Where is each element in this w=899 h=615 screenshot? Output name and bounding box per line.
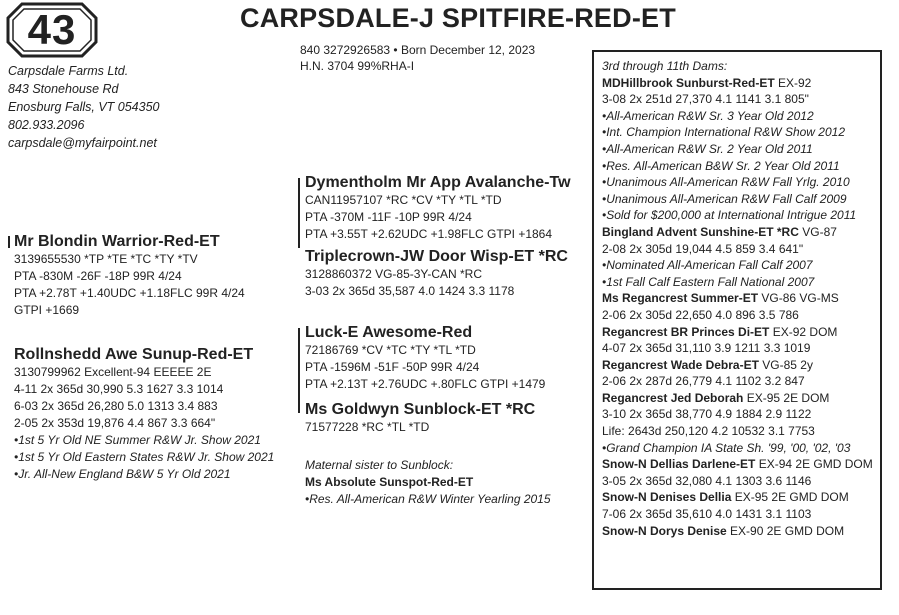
dam-bracket — [298, 328, 304, 413]
breeder-line: Enosburg Falls, VT 054350 — [8, 100, 160, 114]
breeder-line: Carpsdale Farms Ltd. — [8, 64, 129, 78]
sire-sire-line: CAN11957107 *RC *CV *TY *TL *TD — [305, 193, 502, 207]
dam-dam — [305, 400, 535, 436]
sire-sire-line: PTA -370M -11F -10P 99R 4/24 — [305, 210, 472, 224]
dam-ancestor — [602, 224, 872, 241]
dam-ancestor — [602, 489, 872, 506]
sire — [14, 232, 245, 319]
dam-ancestor-classification: EX-90 2E GMD DOM — [726, 523, 845, 538]
sire-bracket — [298, 178, 304, 248]
dam-ancestor — [602, 290, 872, 307]
dam-line: 3130799962 Excellent-94 EEEEE 2E — [14, 365, 212, 379]
dam-ancestor-classification: VG-85 2y — [758, 357, 813, 372]
dam-ancestor-achievement: •Unanimous All-American R&W Fall Yrlg. 2010 — [602, 175, 850, 190]
sire-dam-name: Triplecrown-JW Door Wisp-ET *RC — [305, 248, 568, 265]
dam-ancestor — [602, 390, 872, 407]
dam-ancestor-name: Regancrest Jed Deborah — [602, 390, 744, 405]
dam-ancestor-record: 3-05 2x 365d 32,080 4.1 1303 3.6 1146 — [602, 473, 812, 488]
maternal-sister-intro: Maternal sister to Sunblock: — [305, 458, 454, 472]
dam-record: 2-05 2x 353d 19,876 4.4 867 3.3 664" — [14, 416, 216, 430]
maternal-sister-note: •Res. All-American R&W Winter Yearling 2015 — [305, 492, 551, 506]
dam-ancestor-classification: EX-92 — [774, 75, 812, 90]
sire-sire-name: Dymentholm Mr App Avalanche-Tw — [305, 174, 571, 191]
dam-ancestor-classification: VG-86 VG-MS — [758, 291, 839, 306]
sire-dam-line: 3128860372 VG-85-3Y-CAN *RC — [305, 267, 482, 281]
dam-ancestor-name: Snow-N Denises Dellia — [602, 490, 732, 505]
dam-ancestor-record: 3-10 2x 365d 38,770 4.9 1884 2.9 1122 — [602, 407, 812, 422]
dam-ancestor-name: MDHillbrook Sunburst-Red-ET — [602, 75, 775, 90]
sire-sire-line: PTA +3.55T +2.62UDC +1.98FLC GTPI +1864 — [305, 227, 553, 241]
dam-record: 4-11 2x 365d 30,990 5.3 1627 3.3 1014 — [14, 382, 224, 396]
dam-ancestor — [602, 324, 872, 341]
dam-ancestor-achievement: •All-American R&W Sr. 3 Year Old 2012 — [602, 108, 814, 123]
sire-sire — [305, 173, 571, 243]
sire-line: 3139655530 *TP *TE *TC *TY *TV — [14, 252, 198, 266]
dam-ancestor-name: Snow-N Dorys Denise — [602, 523, 727, 538]
extended-dams-box — [592, 50, 882, 590]
page-title: CARPSDALE-J SPITFIRE-RED-ET — [240, 3, 676, 33]
dam-ancestor-classification: EX-94 2E GMD DOM — [755, 457, 873, 472]
dam-dam-line: 71577228 *RC *TL *TD — [305, 420, 430, 434]
sire-dam-line: 3-03 2x 365d 35,587 4.0 1424 3.3 1178 — [305, 284, 515, 298]
dam-ancestor-classification: EX-92 DOM — [769, 324, 838, 339]
dam-ancestor-name: Regancrest BR Princes Di-ET — [602, 324, 770, 339]
dam-ancestor-achievement: •Nominated All-American Fall Calf 2007 — [602, 258, 813, 273]
dam-sire-line: PTA +2.13T +2.76UDC +.80FLC GTPI +1479 — [305, 377, 546, 391]
dam-sire-line: 72186769 *CV *TC *TY *TL *TD — [305, 343, 476, 357]
breeder-email: carpsdale@myfairpoint.net — [8, 136, 157, 150]
sire-dam — [305, 247, 568, 300]
dam-ancestor — [602, 523, 872, 540]
dam-ancestor-achievement: •Grand Champion IA State Sh. '99, '00, '02, '03 — [602, 440, 851, 455]
breeder-line: 802.933.2096 — [8, 118, 85, 132]
dam-ancestor-record: 3-08 2x 251d 27,370 4.1 1141 3.1 805" — [602, 92, 809, 107]
sire-line: PTA -830M -26F -18P 99R 4/24 — [14, 269, 182, 283]
dam-ancestor — [602, 456, 872, 473]
dam-ancestor-record: 2-08 2x 305d 19,044 4.5 859 3.4 641" — [602, 241, 804, 256]
dam-ancestor-name: Regancrest Wade Debra-ET — [602, 357, 759, 372]
dam-name: Rollnshedd Awe Sunup-Red-ET — [14, 346, 254, 363]
dam-ancestor-name: Bingland Advent Sunshine-ET *RC — [602, 224, 799, 239]
sire-line: GTPI +1669 — [14, 303, 80, 317]
sire-line: PTA +2.78T +1.40UDC +1.18FLC 99R 4/24 — [14, 286, 245, 300]
herd-number: H.N. 3704 99%RHA-I — [300, 59, 415, 73]
dam-ancestor-achievement: •All-American R&W Sr. 2 Year Old 2011 — [602, 141, 813, 156]
dam-ancestor-name: Ms Regancrest Summer-ET — [602, 291, 759, 306]
dam-record: 6-03 2x 365d 26,280 5.0 1313 3.4 883 — [14, 399, 218, 413]
dam-achievement: •1st 5 Yr Old Eastern States R&W Jr. Show 2021 — [14, 450, 275, 464]
dam-ancestor — [602, 75, 872, 92]
dam-ancestor-record: 7-06 2x 365d 35,610 4.0 1431 3.1 1103 — [602, 507, 812, 522]
maternal-sister — [305, 457, 551, 508]
dams-header: 3rd through 11th Dams: — [602, 59, 728, 73]
dam-ancestor-achievement: •Sold for $200,000 at International Intrigue 2011 — [602, 208, 857, 223]
dam-ancestor-record: Life: 2643d 250,120 4.2 10532 3.1 7753 — [602, 424, 815, 439]
dam-sire-name: Luck-E Awesome-Red — [305, 324, 473, 341]
dam-sire — [305, 323, 545, 393]
maternal-sister-name: Ms Absolute Sunspot-Red-ET — [305, 475, 474, 489]
lot-number: 43 — [27, 6, 77, 53]
dam-ancestor-achievement: •Int. Champion International R&W Show 2012 — [602, 125, 845, 140]
subject-info — [300, 42, 535, 74]
dam-ancestor-record: 2-06 2x 305d 22,650 4.0 896 3.5 786 — [602, 307, 799, 322]
dam-ancestor-record: 4-07 2x 365d 31,110 3.9 1211 3.3 1019 — [602, 341, 811, 356]
dam-ancestor-achievement: •Res. All-American B&W Sr. 2 Year Old 2011 — [602, 158, 840, 173]
dam-achievement: •Jr. All-New England B&W 5 Yr Old 2021 — [14, 467, 231, 481]
dam-achievement: •1st 5 Yr Old NE Summer R&W Jr. Show 2021 — [14, 433, 261, 447]
sire-name: Mr Blondin Warrior-Red-ET — [14, 233, 220, 250]
dam-sire-line: PTA -1596M -51F -50P 99R 4/24 — [305, 360, 480, 374]
breeder-info — [8, 62, 159, 152]
breeder-line: 843 Stonehouse Rd — [8, 82, 119, 96]
dam-dam-name: Ms Goldwyn Sunblock-ET *RC — [305, 401, 536, 418]
dam-ancestor-achievement: •1st Fall Calf Eastern Fall National 2007 — [602, 274, 815, 289]
dam-ancestor-classification: VG-87 — [798, 224, 837, 239]
dam-ancestor-record: 2-06 2x 287d 26,779 4.1 1102 3.2 847 — [602, 374, 805, 389]
dam-ancestor — [602, 357, 872, 374]
lot-number-badge — [6, 2, 98, 58]
dam-ancestor-classification: EX-95 2E DOM — [743, 390, 830, 405]
dam-ancestor-achievement: •Unanimous All-American R&W Fall Calf 2009 — [602, 191, 847, 206]
dam-ancestor-name: Snow-N Dellias Darlene-ET — [602, 457, 756, 472]
dams-list — [602, 75, 872, 540]
registration-birth: 840 3272926583 • Born December 12, 2023 — [300, 43, 536, 57]
dam-ancestor-classification: EX-95 2E GMD DOM — [731, 490, 849, 505]
dam — [14, 345, 274, 483]
